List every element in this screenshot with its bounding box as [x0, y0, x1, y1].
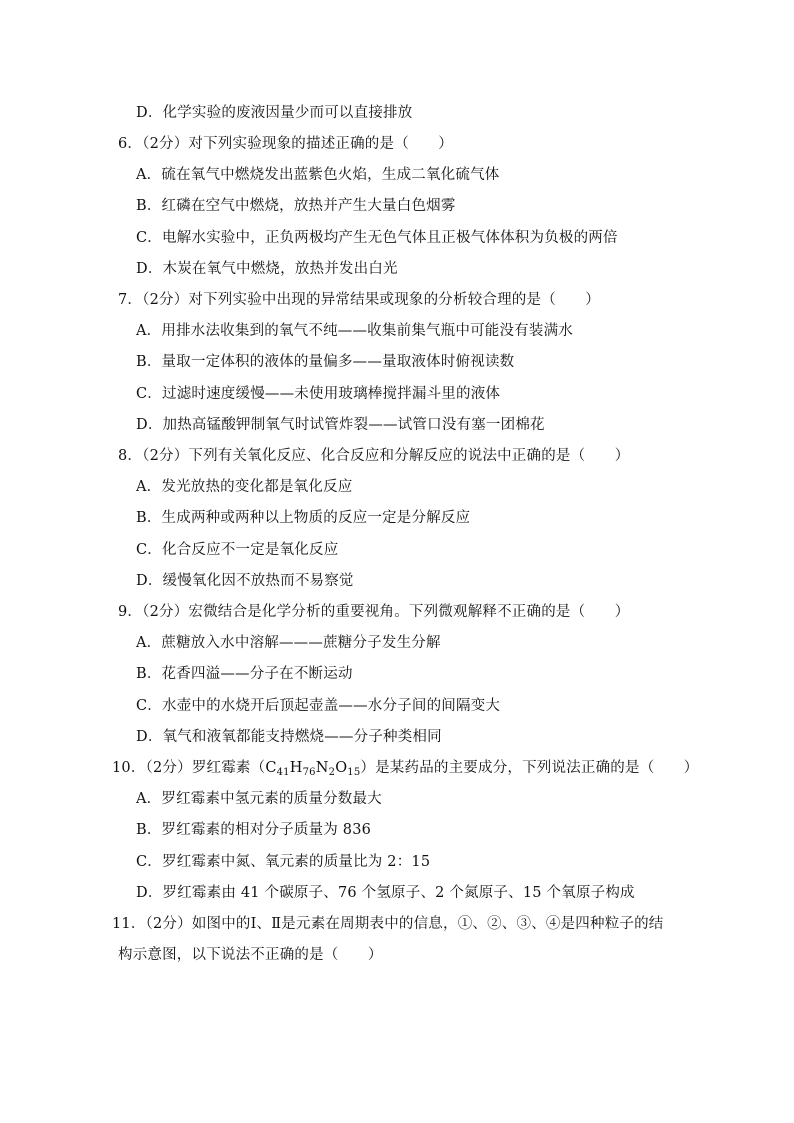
- q10-stem: [112, 758, 699, 778]
- q6-option-d: D．木炭在氧气中燃烧，放热并发出白光: [136, 261, 398, 277]
- q7-stem: 7．（2分）对下列实验中出现的异常结果或现象的分析较合理的是（ ）: [118, 292, 600, 308]
- q10-hydrogen-symbol: H: [289, 760, 303, 776]
- q10-carbon-count: 41: [276, 767, 290, 778]
- q9-stem: 9．（2分）宏微结合是化学分析的重要视角。下列微观解释不正确的是（ ）: [118, 604, 630, 620]
- q8-option-d: D．缓慢氧化因不放热而不易察觉: [136, 573, 354, 589]
- q9-option-a: A．蔗糖放入水中溶解———蔗糖分子发生分解: [136, 635, 441, 651]
- q10-option-b: B．罗红霉素的相对分子质量为 836: [136, 822, 372, 838]
- q8-option-c: C．化合反应不一定是氧化反应: [136, 542, 339, 558]
- q7-option-d: D．加热高锰酸钾制氧气时试管炸裂——试管口没有塞一团棉花: [136, 417, 545, 433]
- q11-stem-line1: 11．（2分）如图中的Ⅰ、Ⅱ是元素在周期表中的信息，①、②、③、④是四种粒子的结: [112, 916, 664, 932]
- q6-option-a: A．硫在氧气中燃烧发出蓝紫色火焰，生成二氧化硫气体: [136, 167, 500, 183]
- q10-oxygen-symbol: O: [335, 760, 348, 776]
- q8-option-a: A．发光放热的变化都是氧化反应: [136, 479, 353, 495]
- q10-stem-suffix: ）是某药品的主要成分，下列说法正确的是（ ）: [360, 760, 699, 776]
- q10-stem-prefix: 10．（2分）罗红霉素（C: [112, 760, 277, 776]
- q10-oxygen-count: 15: [347, 767, 361, 778]
- q10-hydrogen-count: 76: [302, 767, 316, 778]
- q11-stem-line2: 构示意图，以下说法不正确的是（ ）: [118, 947, 383, 963]
- q8-option-b: B．生成两种或两种以上物质的反应一定是分解反应: [136, 510, 471, 526]
- q6-option-c: C．电解水实验中，正负两极均产生无色气体且正极气体体积为负极的两倍: [136, 230, 618, 246]
- q10-nitrogen-symbol: N: [315, 760, 329, 776]
- q10-option-a: A．罗红霉素中氢元素的质量分数最大: [136, 791, 382, 807]
- q8-stem: 8．（2分）下列有关氧化反应、化合反应和分解反应的说法中正确的是（ ）: [118, 448, 630, 464]
- q10-option-d: D．罗红霉素由 41 个碳原子、76 个氢原子、2 个氮原子、15 个氧原子构成: [136, 885, 635, 901]
- q10-option-c: C．罗红霉素中氮、氧元素的质量比为 2：15: [136, 854, 431, 870]
- q7-option-b: B．量取一定体积的液体的量偏多——量取液体时俯视读数: [136, 354, 515, 370]
- q10-nitrogen-count: 2: [328, 767, 336, 778]
- q9-option-d: D．氧气和液氧都能支持燃烧——分子种类相同: [136, 729, 442, 745]
- q9-option-c: C．水壶中的水烧开后顶起壶盖——水分子间的间隔变大: [136, 698, 501, 714]
- q9-option-b: B．花香四溢——分子在不断运动: [136, 666, 353, 682]
- q5-option-d: D．化学实验的废液因量少而可以直接排放: [136, 105, 413, 121]
- q7-option-a: A．用排水法收集到的氧气不纯——收集前集气瓶中可能没有装满水: [136, 323, 573, 339]
- q6-option-b: B．红磷在空气中燃烧，放热并产生大量白色烟雾: [136, 198, 456, 214]
- q6-stem: 6．（2分）对下列实验现象的描述正确的是（ ）: [118, 136, 453, 152]
- q7-option-c: C．过滤时速度缓慢——未使用玻璃棒搅拌漏斗里的液体: [136, 386, 501, 402]
